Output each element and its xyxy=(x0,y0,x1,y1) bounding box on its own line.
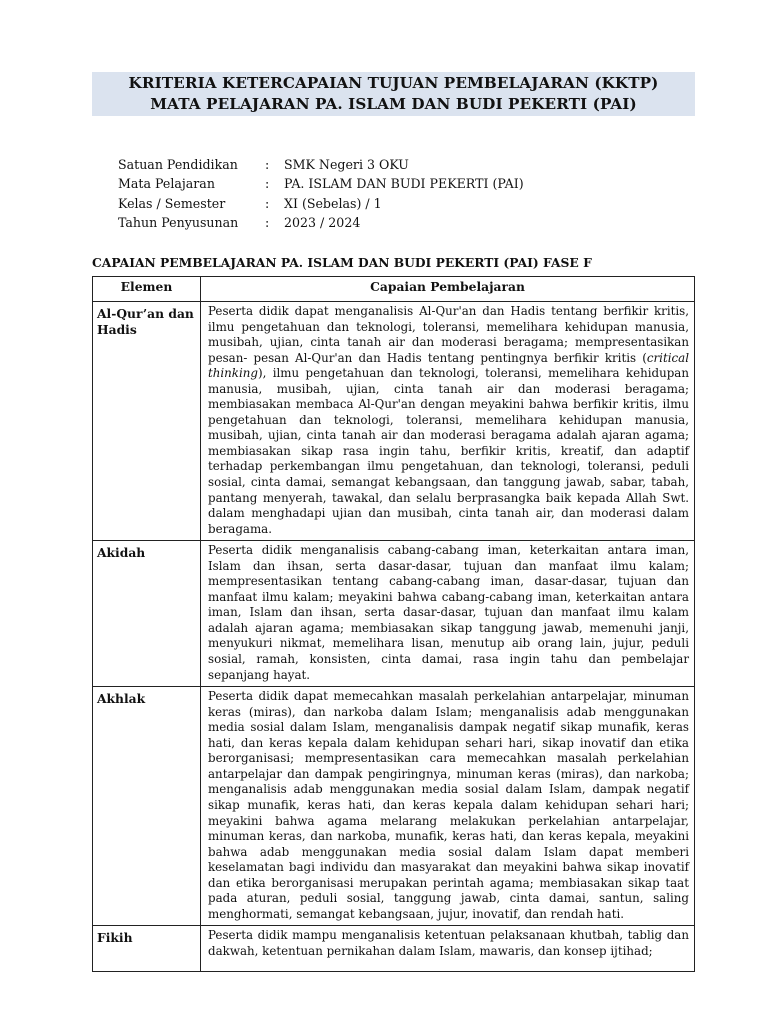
capaian-table xyxy=(92,276,695,972)
capaian-cell: Peserta didik dapat memecahkan masalah perkelahian antarpelajar, minuman keras (miras), dan narkoba dalam Islam; menganalisis adab menggunakan media sosial dalam Islam, menganalisis dampak negatif sikap munafik, keras hati, dan keras kepala dalam kehidupan sehari hari, sikap inovatif dan etika berorganisasi; mempresentasikan cara memecahkan masalah perkelahian antarpelajar dan dampak pengiringnya, minuman keras (miras), dan narkoba; menganalisis adab menggunakan media sosial dalam Islam, dampak negatif sikap munafik, keras hati, dan keras kepala dalam kehidupan sehari hari; meyakini bahwa agama melarang melakukan perkelahian antarpelajar, minuman keras, dan narkoba, munafik, keras hati, dan keras kepala, meyakini bahwa adab menggunakan media sosial dalam Islam dapat memberi keselamatan bagi individu dan masyarakat dan meyakini bahwa sikap inovatif dan etika berorganisasi merupakan perintah agama; membiasakan sikap taat pada aturan, peduli sosial, tanggung jawab, cinta damai, santun, saling menghormati, semangat kebangsaan, jujur, inovatif, dan rendah hati. xyxy=(201,687,695,926)
info-label: Kelas / Semester xyxy=(118,195,226,211)
document-title-line-2: MATA PELAJARAN PA. ISLAM DAN BUDI PEKERTI (PAI) xyxy=(150,95,637,113)
document-title-box xyxy=(92,72,695,116)
elemen-cell: Al-Qur’an dan Hadis xyxy=(93,302,201,541)
table-row xyxy=(93,687,695,926)
capaian-cell xyxy=(201,926,695,972)
capaian-italic-text: critical thinking xyxy=(208,350,689,381)
capaian-text: Peserta didik mampu menganalisis ketentuan pelaksanaan khutbah, tablig dan dakwah, ketentuan pernikahan dalam Islam, mawaris, dan konsep ijtihad; xyxy=(208,928,689,958)
elemen-cell: Akhlak xyxy=(93,687,201,926)
capaian-cell xyxy=(201,302,695,541)
info-colon: : xyxy=(265,195,270,211)
info-colon: : xyxy=(265,215,270,231)
elemen-cell: Akidah xyxy=(93,541,201,687)
info-label: Satuan Pendidikan xyxy=(118,157,238,172)
info-label: Mata Pelajaran xyxy=(118,176,215,192)
capaian-text: Peserta didik dapat menganalisis Al-Qur'an dan Hadis tentang berfikir kritis, ilmu pengetahuan dan teknologi, toleransi, memelihara kehidupan manusia, musibah, ujian, cinta tanah air dan moderasi beragama; mempresentasikan pesan- pesan Al-Qur'an dan Hadis tentang pentingnya berfikir kritis ( xyxy=(208,304,689,365)
info-value: 2023 / 2024 xyxy=(284,215,361,231)
document-title-line-1: KRITERIA KETERCAPAIAN TUJUAN PEMBELAJARAN (KKTP) xyxy=(128,74,659,92)
elemen-cell: Fikih xyxy=(93,926,201,972)
info-colon: : xyxy=(265,157,270,172)
capaian-text: ), ilmu pengetahuan dan teknologi, toleransi, memelihara kehidupan manusia, musibah, ujian, cinta tanah air dan moderasi beragama; membiasakan membaca Al-Qur'an dengan meyakini bahwa berfikir kritis, ilmu pengetahuan dan teknologi, toleransi, memelihara kehidupan manusia, musibah, ujian, cinta tanah air dan moderasi beragama adalah ajaran agama; membiasakan sikap rasa ingin tahu, berfikir kritis, kreatif, dan adaptif terhadap perkembangan ilmu pengetahuan, dan teknologi, toleransi, peduli sosial, cinta damai, semangat kebangsaan, dan tanggung jawab, sabar, tabah, pantang menyerah, tawakal, dan selalu berprasangka baik kepada Allah Swt. dalam menghadapi ujian dan musibah, cinta tanah air, dan moderasi dalam beragama. xyxy=(208,366,689,536)
section-title: CAPAIAN PEMBELAJARAN PA. ISLAM DAN BUDI PEKERTI (PAI) FASE F xyxy=(92,255,592,270)
info-colon: : xyxy=(265,176,270,192)
header-elemen: Elemen xyxy=(93,277,201,302)
table-header-row xyxy=(93,277,695,302)
table-row xyxy=(93,302,695,541)
capaian-cell: Peserta didik menganalisis cabang-cabang iman, keterkaitan antara iman, Islam dan ihsan, serta dasar-dasar, tujuan dan manfaat ilmu kalam; mempresentasikan tentang cabang-cabang iman, dasar-dasar, tujuan dan manfaat ilmu kalam; meyakini bahwa cabang-cabang iman, keterkaitan antara iman, Islam dan ihsan, serta dasar-dasar, tujuan dan manfaat ilmu kalam adalah ajaran agama; membiasakan sikap tanggung jawab, memenuhi janji, menyukuri nikmat, memelihara lisan, menutup aib orang lain, jujur, peduli sosial, ramah, konsisten, cinta damai, rasa ingin tahu dan pembelajar sepanjang hayat. xyxy=(201,541,695,687)
info-label: Tahun Penyusunan xyxy=(118,215,239,231)
info-value: PA. ISLAM DAN BUDI PEKERTI (PAI) xyxy=(284,176,524,192)
info-value: XI (Sebelas) / 1 xyxy=(284,195,382,211)
header-capaian: Capaian Pembelajaran xyxy=(201,277,695,302)
table-row xyxy=(93,541,695,687)
info-value: SMK Negeri 3 OKU xyxy=(284,157,409,172)
table-row xyxy=(93,926,695,972)
